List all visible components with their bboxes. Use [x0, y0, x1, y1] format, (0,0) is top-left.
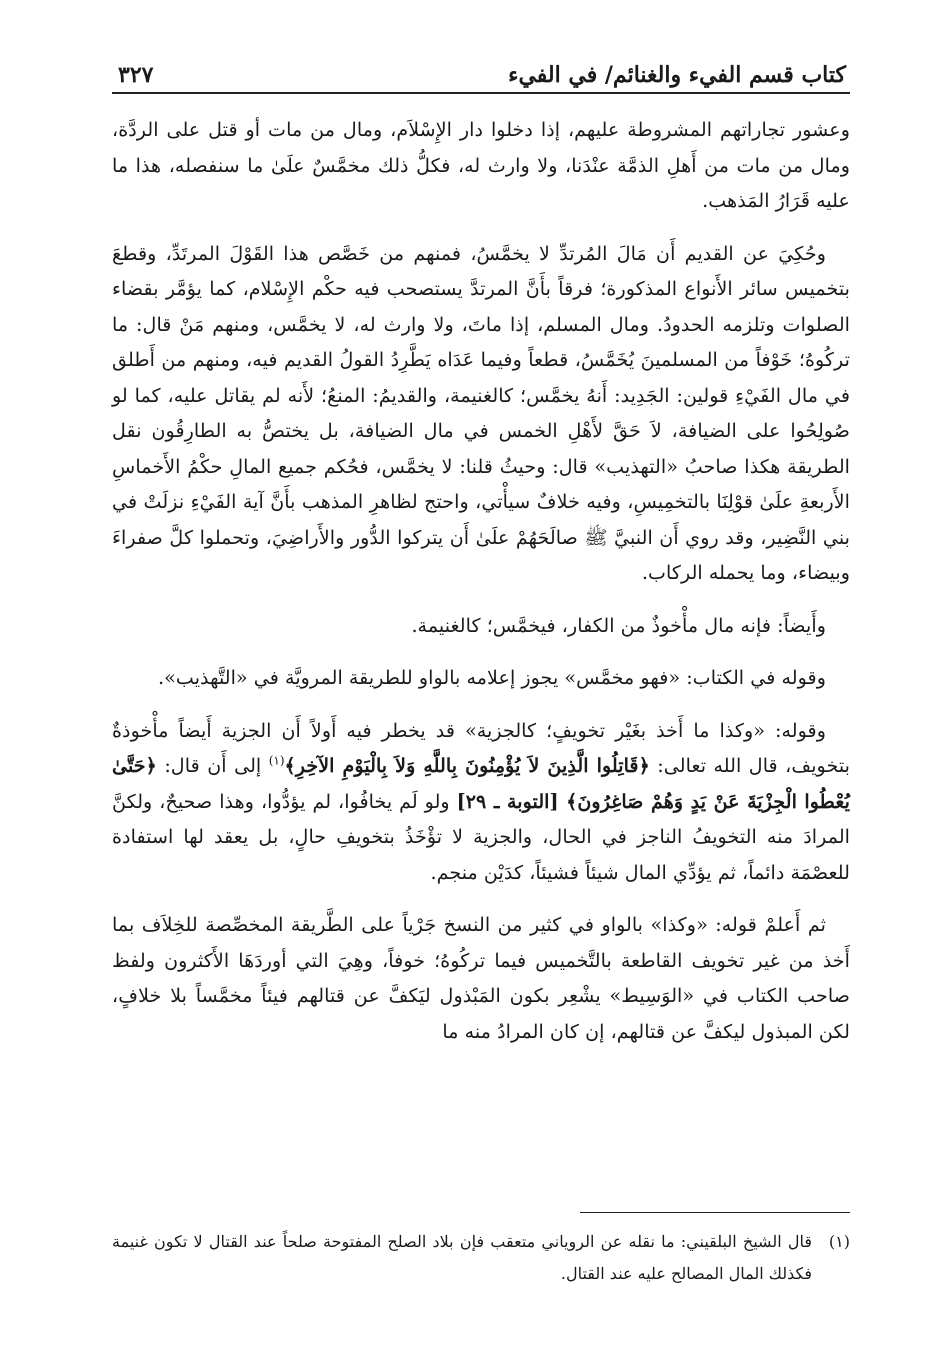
paragraph-6: ثم أَعلمْ قوله: «وكذا» بالواو في كثير من النسخ جَرْياً على الطَّريقة المخصِّصة للخِلاَف بما أَخذ من غير تخويف القاطعة بالتَّخميس فيما تركُوهُ؛ خوفاً، وهِيَ التي أوردَهَا الأَكثرون ولفظ صاحب الكتاب في «الوَسِيط» يشْعِر بكون المَبْذول ليَكفَّ عن قتالهم فيئاً مخمَّساً بلا خلافٍ، لكن المبذول ليكفَّ عن قتالهم، إن كان المرادُ منه ما: [112, 913, 850, 1043]
footnote-text: قال الشيخ البلقيني: ما نقله عن الروياني متعقب فإن بلاد الصلح المفتوحة صلحاً عند القتال لا تكون غنيمة فكذلك المال المصالح عليه عند القتال.: [112, 1232, 812, 1283]
footnote-reference[interactable]: (١): [268, 753, 285, 768]
header-rule: [112, 92, 850, 94]
footnote: [112, 1226, 850, 1290]
paragraph-3: وأَيضاً: فإنه مال مأْخوذٌ من الكفار، فيخمَّس؛ كالغنيمة.: [411, 613, 826, 637]
page-number: ٣٢٧: [118, 62, 154, 88]
footnote-rule: [580, 1212, 850, 1213]
paragraph-jizya: [112, 713, 850, 891]
jizya-text-intro: وقوله: «وكذا ما أَخذ بغَيْر تخويفٍ؛ كالجزية» قد يخطر فيه أَولاً أَن الجزية أَيضاً مأْخوذةٌ بتخويف، قال الله تعالى:: [112, 718, 850, 777]
running-title: كتاب قسم الفيء والغنائم/ في الفيء: [508, 62, 846, 88]
jizya-text-between: إلى أَن قال:: [164, 754, 262, 777]
paragraph-4: وقوله في الكتاب: «فهو مخمَّس» يجوز إعلامه بالواو للطريقة المرويَّة في «التَّهذيب».: [158, 666, 826, 689]
footnote-number: (١): [828, 1232, 850, 1251]
paragraph-2: وحُكِيَ عن القديم أَن مَالَ المُرتدِّ لا يخمَّسُ، فمنهم من خَصَّص هذا القَوْلَ المرتَدِّ، وقطعَ بتخميس سائر الأَنواع المذكورة؛ فرقاً بأَنَّ المرتدَّ يستصحب فيه حكْم الإِسْلام، كما يؤمَّر بقضاء الصلوات وتلزمه الحدودُ. ومال المسلم، إذا ماتَ، ولا وارث له، لا يخمَّس، ومنهم مَنْ قال: ما تركُوهُ؛ خَوْفاً من المسلمينَ يُخَمَّسُ، قطعاً وفيما عَدَاه يَطَّرِدُ القولُ القديم فيه، ومنهم من أَطلق في مال الفَيْءِ قولين: الجَدِيد: أَنهُ يخمَّس؛ كالغنيمة، والقديمُ: المنعُ؛ لأَنه لم يقاتل عليه، كما لو صُولِحُوا على الضيافة، لاَ حَقَّ لأَهْلِ الخمس في مال الضيافة، بل يختصُّ به الطارِقُون نقل الطريقة هكذا صاحبُ «التهذيب» قال: وحيثُ قلنا: لا يخمَّس، فحُكم جميع المالِ حكْمُ الأَخماسِ الأَربعةِ علَىٰ قوْلِنَا بالتخمِيسِ، وفيه خلافٌ سيأْتي، واحتج لظاهرِ المذهب بأَنَّ آية الفَيْءِ نزلَتْ في بني النَّضِير، وقد روي أَن النبيَّ ﷺ صالَحَهُمْ علَىٰ أَن يتركوا الدُّور والأَراضِيَ، وتحملوا كلَّ صفراءَ وبيضاء، وما يحمله الركاب.: [112, 241, 850, 584]
page-header: [118, 52, 846, 88]
quran-verse-1: ﴿قَاتِلُوا الَّذِينَ لاَ يُؤْمِنُونَ بِاللَّهِ وَلاَ بِالْيَوْمِ الآخِرِ﴾: [284, 754, 650, 777]
main-text: [112, 112, 850, 1066]
jizya-text-rest: ولو لَم يخافُوا، لم يؤدُّوا، وهذا صحيحٌ، ولكنَّ المرادَ منه التخويفُ الناجز في الحال، والجزية لا تؤْخَذُ بتخويفِ حالٍ، بل يعقد لها استفادة للعصْمَة دائماً، ثم يؤدِّي المال شيئاً فشيئاً، كدَيْن منجم.: [112, 789, 850, 884]
paragraph-1: وعشور تجاراتهم المشروطة عليهم، إذا دخلوا دار الإِسْلاَم، ومال من مات أو قتل على الردَّة، ومال من مات من أَهلِ الذمَّة عنْدَنا، ولا وارث له، فكلُّ ذلك مخمَّسٌ علَىٰ ما سنفصله، هذا ما عليه قَرَارُ المَذهب.: [112, 118, 850, 212]
quran-verse-2: ﴿حَتَّىٰ يُعْطُوا الْجِزْيَةَ عَنْ يَدٍ وَهُمْ صَاغِرُونَ﴾ [التوبة ـ ٢٩]: [112, 754, 850, 813]
